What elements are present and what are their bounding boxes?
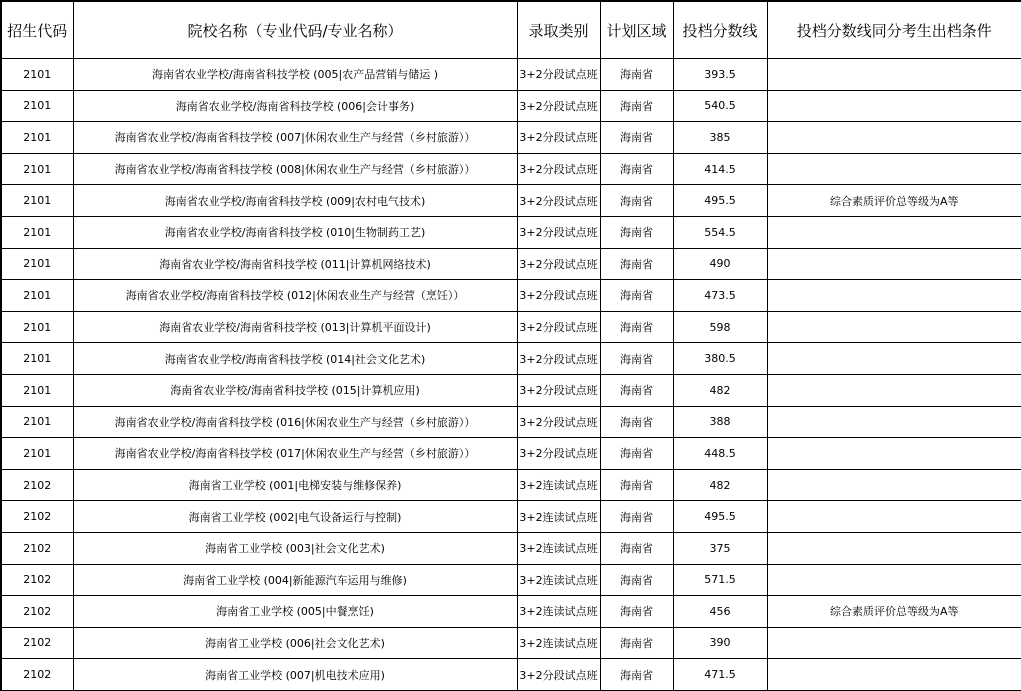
cell-tie-condition	[767, 280, 1021, 312]
cell-admission-type: 3+2分段试点班	[517, 248, 600, 280]
cell-admission-type: 3+2分段试点班	[517, 280, 600, 312]
cell-cutoff-score: 456	[673, 596, 767, 628]
cell-school-name: 海南省工业学校 (006|社会文化艺术)	[73, 627, 517, 659]
cell-code: 2102	[1, 532, 73, 564]
cell-plan-region: 海南省	[600, 216, 673, 248]
table-row	[1, 185, 1021, 217]
table-row	[1, 374, 1021, 406]
cell-plan-region: 海南省	[600, 122, 673, 154]
cell-school-name: 海南省工业学校 (005|中餐烹饪)	[73, 596, 517, 628]
cell-tie-condition	[767, 406, 1021, 438]
cell-tie-condition	[767, 90, 1021, 122]
header-school-name: 院校名称（专业代码/专业名称）	[73, 1, 517, 59]
table-row	[1, 122, 1021, 154]
table-row	[1, 596, 1021, 628]
cell-tie-condition	[767, 659, 1021, 691]
cell-school-name: 海南省农业学校/海南省科技学校 (010|生物制药工艺)	[73, 216, 517, 248]
cell-plan-region: 海南省	[600, 59, 673, 91]
cell-plan-region: 海南省	[600, 343, 673, 375]
table-row	[1, 90, 1021, 122]
cell-code: 2102	[1, 659, 73, 691]
cell-tie-condition	[767, 469, 1021, 501]
cell-code: 2102	[1, 564, 73, 596]
table-row	[1, 153, 1021, 185]
cell-tie-condition	[767, 153, 1021, 185]
cell-cutoff-score: 598	[673, 311, 767, 343]
table-row	[1, 406, 1021, 438]
cell-code: 2101	[1, 185, 73, 217]
cell-code: 2101	[1, 122, 73, 154]
cell-admission-type: 3+2分段试点班	[517, 438, 600, 470]
cell-code: 2102	[1, 627, 73, 659]
cell-tie-condition	[767, 564, 1021, 596]
header-plan-region: 计划区域	[600, 1, 673, 59]
cell-school-name: 海南省工业学校 (002|电气设备运行与控制)	[73, 501, 517, 533]
cell-plan-region: 海南省	[600, 374, 673, 406]
cell-school-name: 海南省农业学校/海南省科技学校 (005|农产品营销与储运 )	[73, 59, 517, 91]
cell-plan-region: 海南省	[600, 659, 673, 691]
cell-code: 2102	[1, 501, 73, 533]
cell-plan-region: 海南省	[600, 406, 673, 438]
cell-cutoff-score: 390	[673, 627, 767, 659]
cell-admission-type: 3+2连读试点班	[517, 564, 600, 596]
cell-cutoff-score: 554.5	[673, 216, 767, 248]
cell-tie-condition	[767, 216, 1021, 248]
cell-cutoff-score: 388	[673, 406, 767, 438]
cell-admission-type: 3+2分段试点班	[517, 216, 600, 248]
cell-tie-condition	[767, 343, 1021, 375]
cell-admission-type: 3+2分段试点班	[517, 343, 600, 375]
cell-school-name: 海南省农业学校/海南省科技学校 (013|计算机平面设计)	[73, 311, 517, 343]
cell-tie-condition	[767, 248, 1021, 280]
cell-cutoff-score: 540.5	[673, 90, 767, 122]
header-cutoff-score: 投档分数线	[673, 1, 767, 59]
cell-admission-type: 3+2分段试点班	[517, 90, 600, 122]
cell-cutoff-score: 495.5	[673, 501, 767, 533]
cell-plan-region: 海南省	[600, 248, 673, 280]
cell-cutoff-score: 380.5	[673, 343, 767, 375]
cell-admission-type: 3+2连读试点班	[517, 532, 600, 564]
cell-cutoff-score: 482	[673, 469, 767, 501]
table-row	[1, 627, 1021, 659]
table-row	[1, 343, 1021, 375]
cell-plan-region: 海南省	[600, 280, 673, 312]
cell-tie-condition	[767, 59, 1021, 91]
cell-cutoff-score: 385	[673, 122, 767, 154]
cell-cutoff-score: 375	[673, 532, 767, 564]
cell-plan-region: 海南省	[600, 153, 673, 185]
cell-tie-condition	[767, 627, 1021, 659]
cell-cutoff-score: 490	[673, 248, 767, 280]
cell-admission-type: 3+2分段试点班	[517, 311, 600, 343]
cell-tie-condition: 综合素质评价总等级为A等	[767, 185, 1021, 217]
cell-code: 2101	[1, 248, 73, 280]
table-row	[1, 248, 1021, 280]
table-row	[1, 59, 1021, 91]
cell-code: 2101	[1, 374, 73, 406]
cell-cutoff-score: 448.5	[673, 438, 767, 470]
header-admission-type: 录取类别	[517, 1, 600, 59]
cell-plan-region: 海南省	[600, 438, 673, 470]
cell-plan-region: 海南省	[600, 532, 673, 564]
cell-school-name: 海南省农业学校/海南省科技学校 (016|休闲农业生产与经营（乡村旅游））	[73, 406, 517, 438]
cell-tie-condition	[767, 122, 1021, 154]
header-tie-condition: 投档分数线同分考生出档条件	[767, 1, 1021, 59]
table-row	[1, 469, 1021, 501]
table-row	[1, 659, 1021, 691]
cell-admission-type: 3+2分段试点班	[517, 59, 600, 91]
cell-plan-region: 海南省	[600, 501, 673, 533]
cell-code: 2101	[1, 90, 73, 122]
cell-plan-region: 海南省	[600, 596, 673, 628]
cell-admission-type: 3+2连读试点班	[517, 627, 600, 659]
table-row	[1, 564, 1021, 596]
cell-cutoff-score: 495.5	[673, 185, 767, 217]
cell-tie-condition	[767, 501, 1021, 533]
cell-code: 2101	[1, 311, 73, 343]
cell-school-name: 海南省农业学校/海南省科技学校 (014|社会文化艺术)	[73, 343, 517, 375]
cell-tie-condition: 综合素质评价总等级为A等	[767, 596, 1021, 628]
cell-code: 2101	[1, 438, 73, 470]
cell-plan-region: 海南省	[600, 185, 673, 217]
header-code: 招生代码	[1, 1, 73, 59]
cell-cutoff-score: 482	[673, 374, 767, 406]
cell-school-name: 海南省工业学校 (001|电梯安装与维修保养)	[73, 469, 517, 501]
cell-school-name: 海南省农业学校/海南省科技学校 (017|休闲农业生产与经营（乡村旅游））	[73, 438, 517, 470]
cell-cutoff-score: 473.5	[673, 280, 767, 312]
cell-school-name: 海南省农业学校/海南省科技学校 (009|农村电气技术)	[73, 185, 517, 217]
cell-plan-region: 海南省	[600, 90, 673, 122]
cell-admission-type: 3+2分段试点班	[517, 659, 600, 691]
cell-school-name: 海南省工业学校 (007|机电技术应用)	[73, 659, 517, 691]
cell-cutoff-score: 393.5	[673, 59, 767, 91]
cell-admission-type: 3+2分段试点班	[517, 185, 600, 217]
cell-code: 2101	[1, 406, 73, 438]
table-body	[1, 59, 1021, 691]
cell-admission-type: 3+2分段试点班	[517, 406, 600, 438]
table-row	[1, 438, 1021, 470]
cell-code: 2101	[1, 59, 73, 91]
cell-code: 2101	[1, 216, 73, 248]
cell-admission-type: 3+2连读试点班	[517, 469, 600, 501]
cell-school-name: 海南省农业学校/海南省科技学校 (006|会计事务)	[73, 90, 517, 122]
table-row	[1, 532, 1021, 564]
cell-code: 2101	[1, 280, 73, 312]
cell-school-name: 海南省工业学校 (004|新能源汽车运用与维修)	[73, 564, 517, 596]
cell-school-name: 海南省农业学校/海南省科技学校 (012|休闲农业生产与经营（烹饪））	[73, 280, 517, 312]
cell-cutoff-score: 414.5	[673, 153, 767, 185]
cell-admission-type: 3+2分段试点班	[517, 122, 600, 154]
table-row	[1, 216, 1021, 248]
cell-plan-region: 海南省	[600, 311, 673, 343]
cell-code: 2101	[1, 153, 73, 185]
cell-plan-region: 海南省	[600, 564, 673, 596]
table-row	[1, 501, 1021, 533]
cell-tie-condition	[767, 311, 1021, 343]
cell-admission-type: 3+2分段试点班	[517, 374, 600, 406]
header-row	[1, 1, 1021, 59]
table-row	[1, 311, 1021, 343]
cell-admission-type: 3+2分段试点班	[517, 153, 600, 185]
cell-tie-condition	[767, 438, 1021, 470]
cell-admission-type: 3+2连读试点班	[517, 596, 600, 628]
cell-school-name: 海南省工业学校 (003|社会文化艺术)	[73, 532, 517, 564]
table-row	[1, 280, 1021, 312]
cell-plan-region: 海南省	[600, 469, 673, 501]
cell-cutoff-score: 571.5	[673, 564, 767, 596]
cell-school-name: 海南省农业学校/海南省科技学校 (015|计算机应用)	[73, 374, 517, 406]
cell-admission-type: 3+2连读试点班	[517, 501, 600, 533]
cell-school-name: 海南省农业学校/海南省科技学校 (008|休闲农业生产与经营（乡村旅游））	[73, 153, 517, 185]
cell-code: 2101	[1, 343, 73, 375]
cell-school-name: 海南省农业学校/海南省科技学校 (007|休闲农业生产与经营（乡村旅游））	[73, 122, 517, 154]
table-header	[1, 1, 1021, 59]
cell-code: 2102	[1, 469, 73, 501]
cell-cutoff-score: 471.5	[673, 659, 767, 691]
cell-school-name: 海南省农业学校/海南省科技学校 (011|计算机网络技术)	[73, 248, 517, 280]
cell-tie-condition	[767, 374, 1021, 406]
cell-tie-condition	[767, 532, 1021, 564]
cell-plan-region: 海南省	[600, 627, 673, 659]
cell-code: 2102	[1, 596, 73, 628]
